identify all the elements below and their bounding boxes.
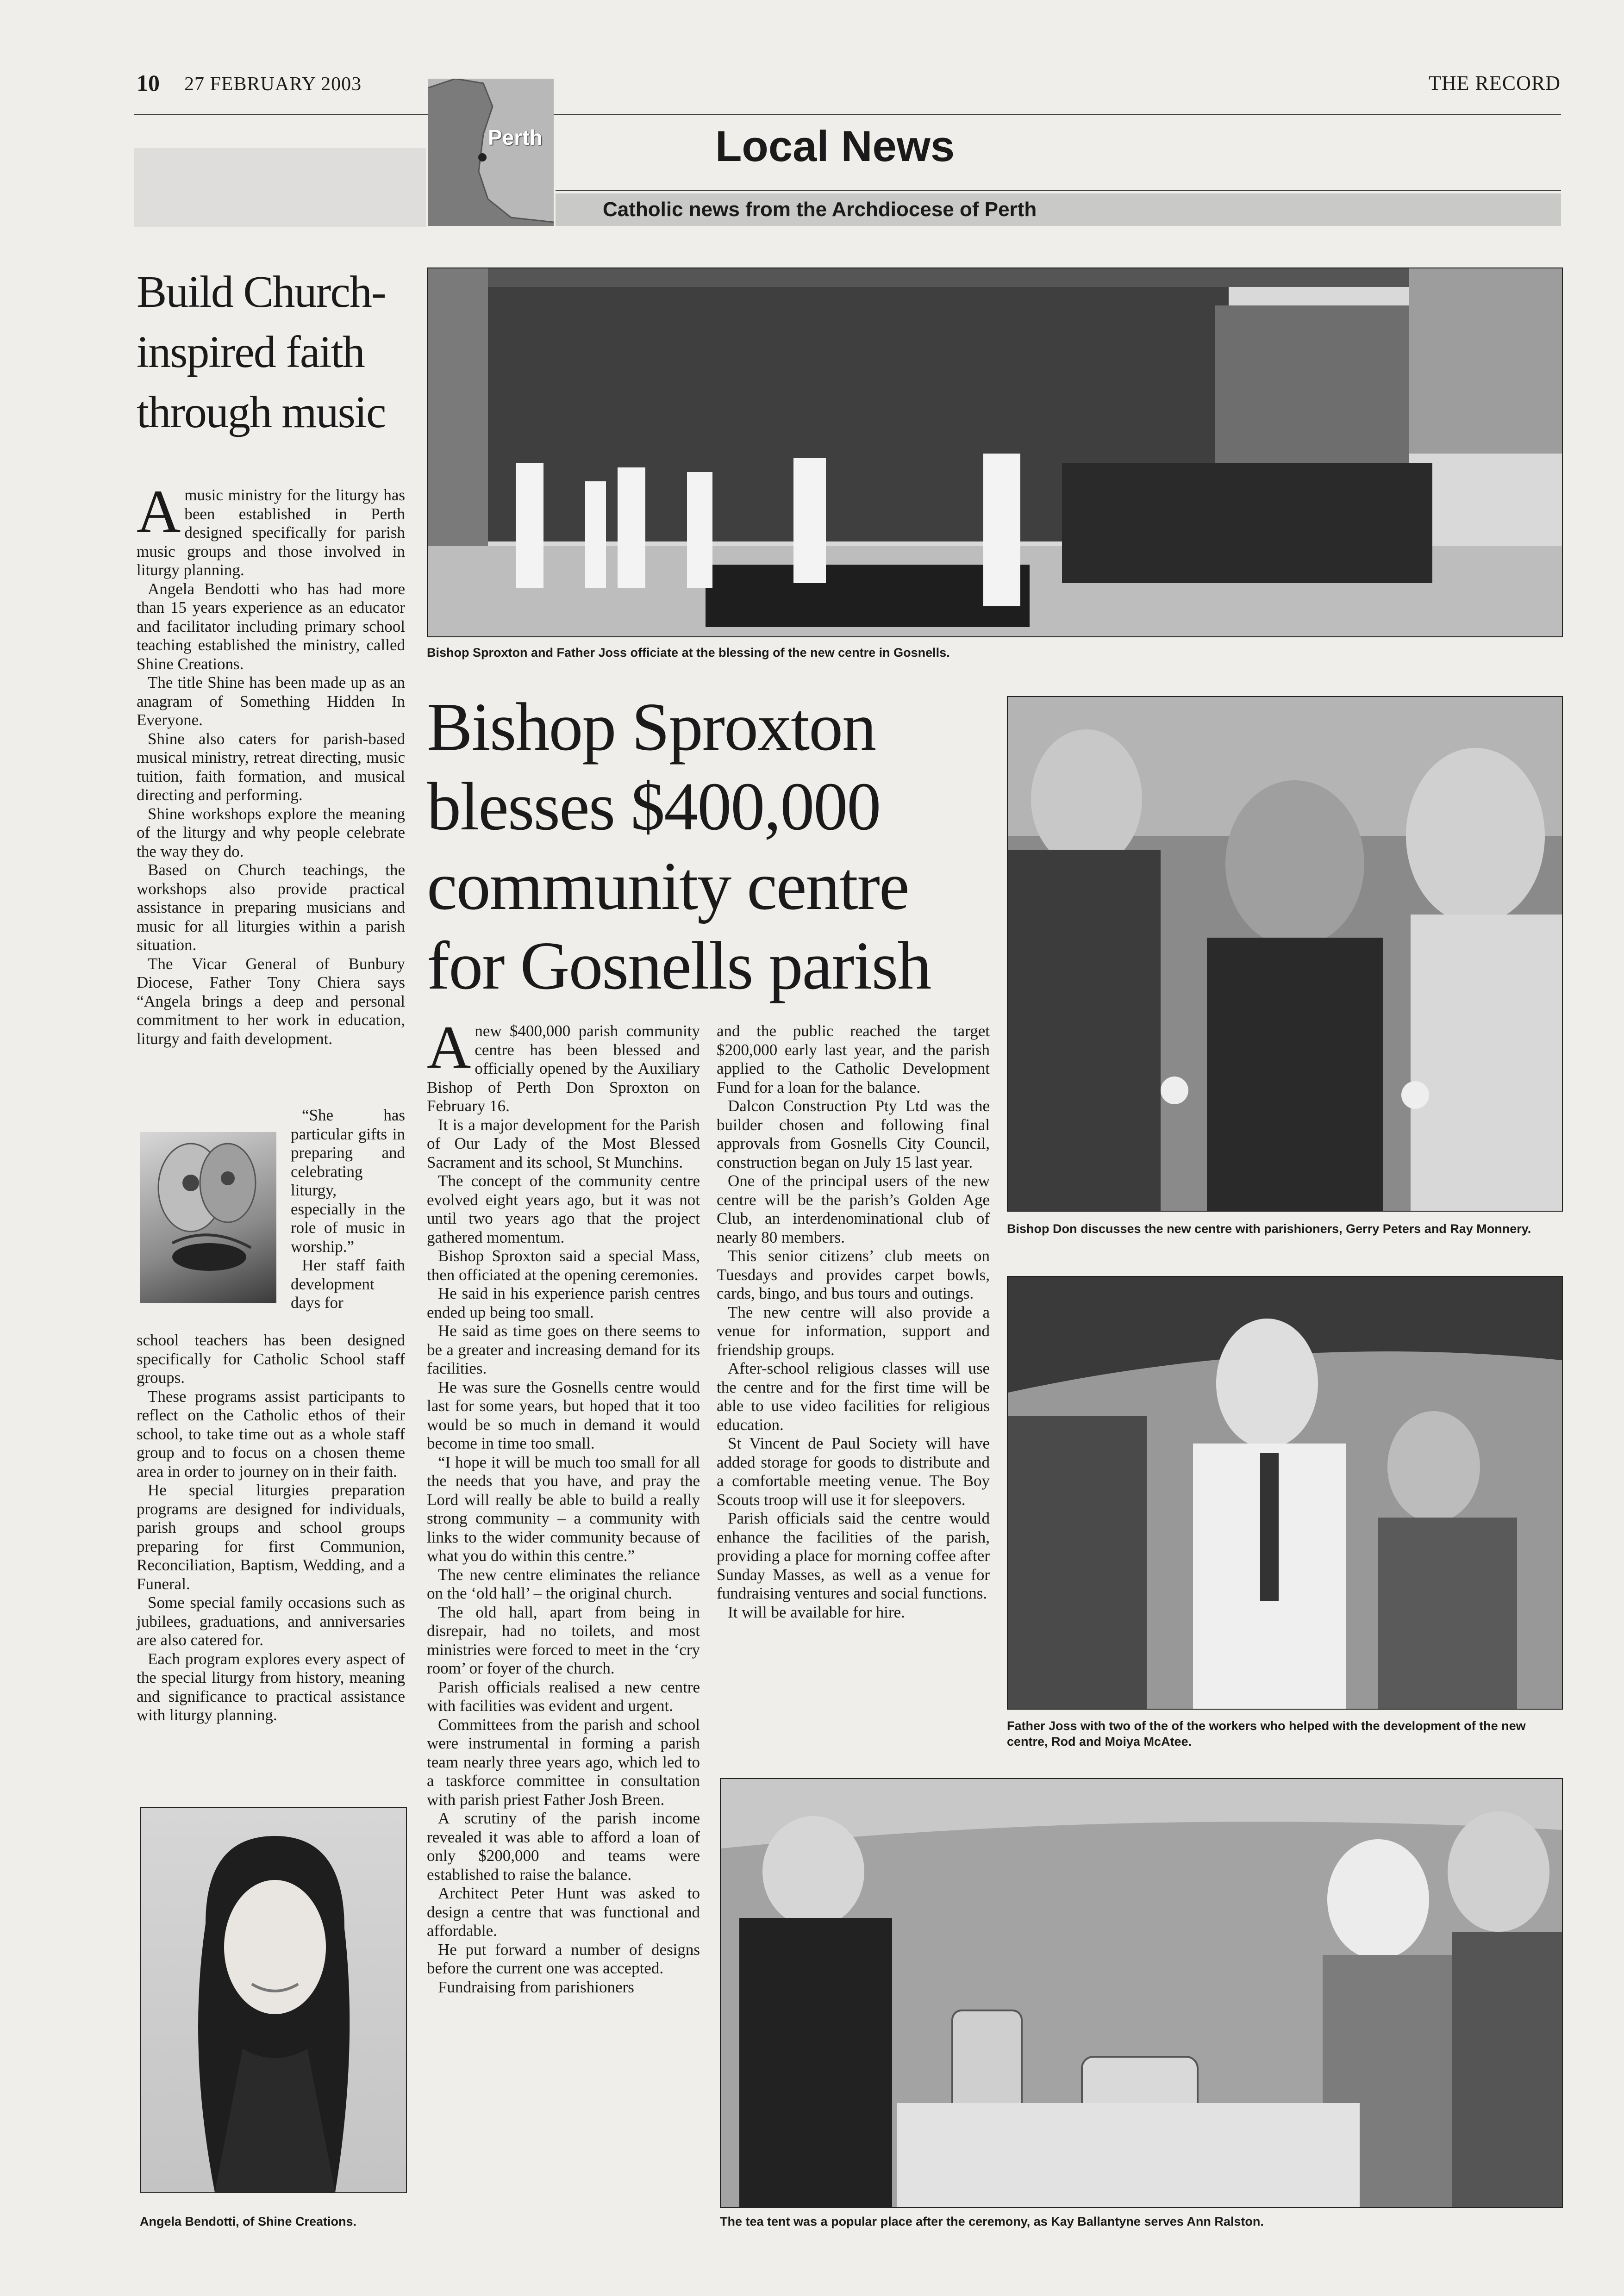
paragraph: After-school religious classes will use the centre and for the first time will be able to use video facilities for religious education.	[717, 1359, 990, 1434]
paragraph: A scrutiny of the parish income revealed it was able to afford a loan of only $200,000 and teams were established to raise the balance.	[427, 1809, 700, 1884]
paragraph: Each program explores every aspect of the special liturgy from history, meaning and significance to practical assistance with liturgy planning.	[137, 1649, 405, 1724]
issue-date: 27 FEBRUARY 2003	[184, 74, 362, 95]
section-rule	[556, 190, 1561, 191]
paragraph: These programs assist participants to reflect on the Catholic ethos of their school, to take time out as a whole staff group and to focus on a chosen theme area in order to journey on in their faith.	[137, 1387, 405, 1481]
header-shade	[134, 148, 426, 227]
paragraph: Parish officials realised a new centre with facilities was evident and urgent.	[427, 1678, 700, 1715]
paragraph: He said in his experience parish centres ended up being too small.	[427, 1284, 700, 1321]
paragraph: “She has particular gifts in preparing and celebrating liturgy, especially in the role of music in worship.”	[291, 1106, 405, 1256]
bishop-don-photo	[1007, 696, 1563, 1212]
bishop-don-caption: Bishop Don discusses the new centre with parishioners, Gerry Peters and Ray Monnery.	[1007, 1222, 1531, 1236]
paragraph: One of the principal users of the new centre will be the parish’s Golden Age Club, an interdenominational club of nearly 80 members.	[717, 1172, 990, 1246]
paragraph: The new centre eliminates the reliance on the ‘old hall’ – the original church.	[427, 1565, 700, 1602]
tea-tent-photo	[720, 1778, 1563, 2208]
paragraph: and the public reached the target $200,000 early last year, and the parish applied to the Catholic Development Fund for a loan for the balance.	[717, 1022, 990, 1096]
paragraph: Architect Peter Hunt was asked to design a centre that was functional and affordable.	[427, 1884, 700, 1940]
header-rule	[134, 114, 1561, 115]
angela-portrait	[140, 1807, 407, 2193]
side-dropcap: A	[137, 477, 181, 545]
main-col1	[427, 1013, 700, 1997]
paragraph: He special liturgies preparation programs are designed for individuals, parish groups and school groups preparing for first Communion, Reconciliation, Baptism, Wedding, and a Funeral.	[137, 1481, 405, 1593]
paragraph: Some special family occasions such as jubilees, graduations, and anniversaries are also catered for.	[137, 1593, 405, 1649]
paragraph: Shine also caters for parish-based musical ministry, retreat directing, music tuition, faith formation, and musical directing and performing.	[137, 729, 405, 804]
paragraph: He was sure the Gosnells centre would last for some years, but hoped that it too would be so much in demand it would become in time too small.	[427, 1378, 700, 1452]
paragraph: Bishop Sproxton said a special Mass, then officiated at the opening ceremonies.	[427, 1247, 700, 1284]
paragraph: The Vicar General of Bunbury Diocese, Father Tony Chiera says “Angela brings a deep and personal commitment to her work in education, liturgy and faith development.	[137, 954, 405, 1048]
section-subtitle: Catholic news from the Archdiocese of Perth	[603, 198, 1037, 221]
paragraph: The title Shine has been made up as an anagram of Something Hidden In Everyone.	[137, 673, 405, 729]
portrait-caption: Angela Bendotti, of Shine Creations.	[140, 2215, 357, 2228]
father-joss-photo	[1007, 1276, 1563, 1710]
main-dropcap: A	[427, 1013, 471, 1081]
butterfly-image	[140, 1132, 276, 1303]
paragraph: He put forward a number of designs before the current one was accepted.	[427, 1940, 700, 1977]
paragraph: Shine workshops explore the meaning of the liturgy and why people celebrate the way they do.	[137, 804, 405, 860]
paragraph: St Vincent de Paul Society will have added storage for goods to distribute and a comfortable meeting venue. The Boy Scouts troop will use it for sleepovers.	[717, 1434, 990, 1509]
paragraph: It is a major development for the Parish of Our Lady of the Most Blessed Sacrament and its school, St Munchins.	[427, 1115, 700, 1171]
paragraph: Based on Church teachings, the workshops also provide practical assistance in preparing musicians and music for all liturgies within a parish situation.	[137, 861, 405, 954]
main-headline: Bishop Sproxton blesses $400,000 community centre for Gosnells parish	[427, 689, 931, 1004]
paragraph: The old hall, apart from being in disrepair, had no toilets, and most ministries were forced to meet in the ‘cry room’ or foyer of the church.	[427, 1603, 700, 1677]
paragraph: Fundraising from parishioners	[438, 1978, 634, 1996]
blessing-photo	[427, 268, 1563, 637]
paragraph: The concept of the community centre evolved eight years ago, but it was not until two years ago that the project gathered momentum.	[427, 1172, 700, 1246]
paragraph: Committees from the parish and school were instrumental in forming a parish team nearly three years ago, which led to a taskforce committee in consultation with parish priest Father Josh Breen.	[427, 1715, 700, 1809]
paragraph: “I hope it will be much too small for all the needs that you have, and pray the Lord will really be able to build a really strong community – a community with links to the wider community because of what you do within this centre.”	[427, 1453, 700, 1565]
father-joss-caption: Father Joss with two of the of the workers who helped with the development of the new centre, Rod and Moiya McAtee.	[1007, 1719, 1526, 1748]
page-number: 10	[137, 70, 160, 96]
paragraph: It will be available for hire.	[728, 1603, 905, 1621]
paragraph: The new centre will also provide a venue for information, support and friendship groups.	[717, 1303, 990, 1359]
perth-map	[428, 79, 554, 226]
paragraph: school teachers has been designed specifically for Catholic School staff groups.	[137, 1331, 405, 1387]
side-headline: Build Church-inspired faith through music	[137, 267, 386, 437]
side-paragraphs-top	[137, 477, 405, 1048]
map-label: Perth	[488, 125, 543, 149]
side-story-wrap	[291, 1106, 405, 1313]
australia-map-icon	[428, 79, 554, 226]
main-col2	[717, 1022, 990, 1622]
paragraph: new $400,000 parish community centre has been blessed and officially opened by the Auxiliary Bishop of Perth Don Sproxton on February 16.	[427, 1022, 700, 1115]
section-title: Local News	[715, 122, 955, 170]
masthead: THE RECORD	[1429, 72, 1561, 94]
paragraph: Angela Bendotti who has had more than 15 years experience as an educator and facilitator including primary school teaching established the ministry, called Shine Creations.	[137, 579, 405, 673]
side-story-top	[137, 477, 405, 1048]
paragraph: music ministry for the liturgy has been established in Perth designed specifically for parish music groups and those involved in liturgy planning.	[137, 486, 405, 579]
side-story-bottom	[137, 1331, 405, 1725]
paragraph: This senior citizens’ club meets on Tuesdays and provides carpet bowls, cards, bingo, and bus tours and outings.	[717, 1247, 990, 1302]
tea-tent-caption: The tea tent was a popular place after the ceremony, as Kay Ballantyne serves Ann Ralston.	[720, 2215, 1264, 2228]
paragraph: Parish officials said the centre would enhance the facilities of the parish, providing a place for morning coffee after Sunday Masses, as well as a venue for fundraising ventures and social functions.	[717, 1509, 990, 1602]
blessing-caption: Bishop Sproxton and Father Joss officiate at the blessing of the new centre in Gosnells.	[427, 646, 950, 660]
paragraph: He said as time goes on there seems to be a greater and increasing demand for its facilities.	[427, 1322, 700, 1377]
paragraph: Her staff faith development days for	[291, 1256, 405, 1312]
paragraph: Dalcon Construction Pty Ltd was the builder chosen and following final approvals from Gosnells City Council, construction began on July 15 last year.	[717, 1097, 990, 1171]
